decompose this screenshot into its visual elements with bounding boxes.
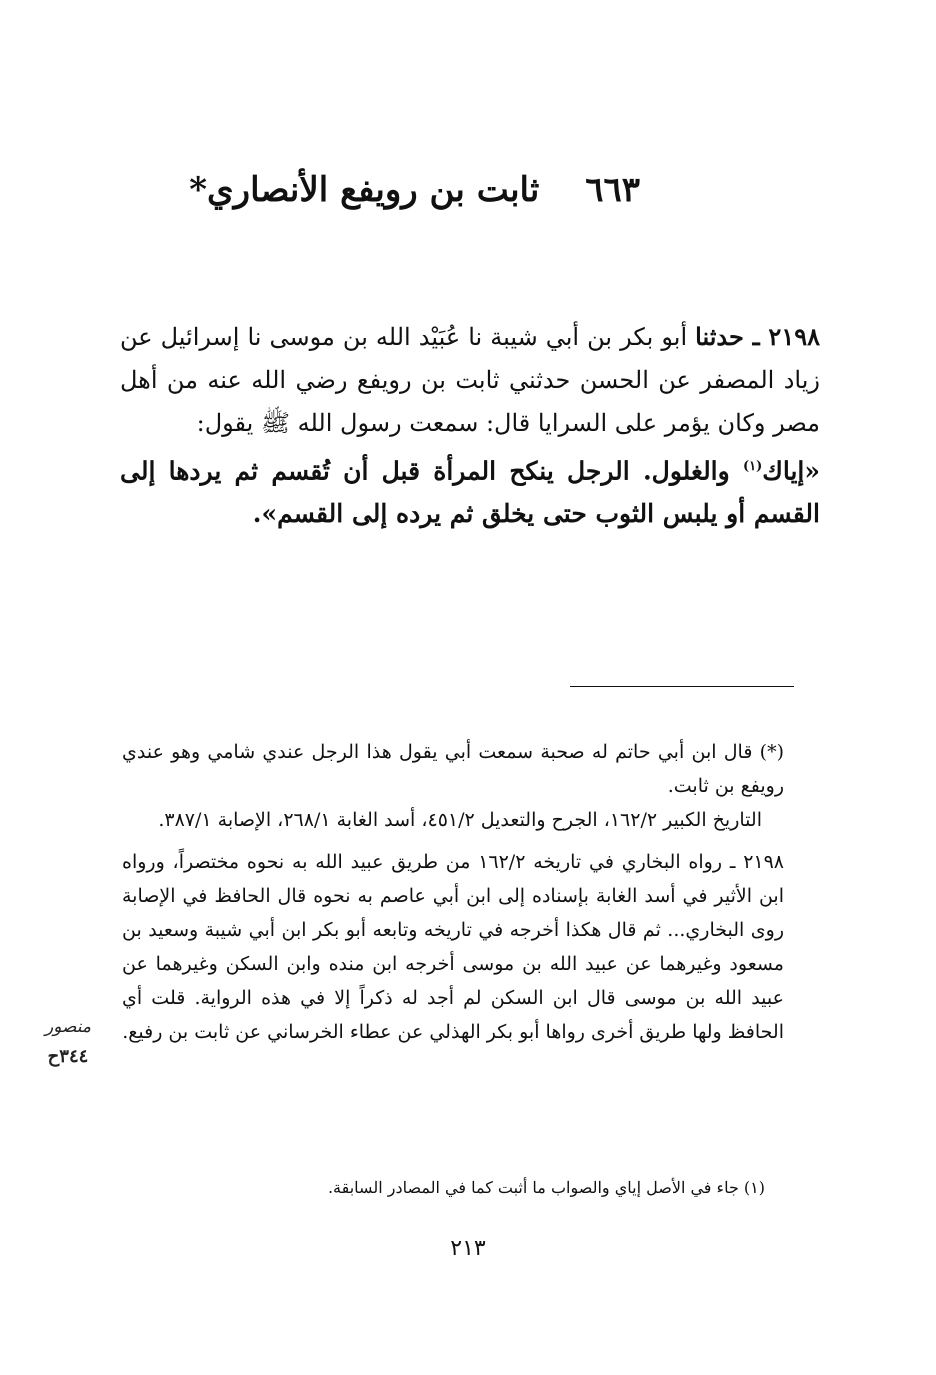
sources-note: التاريخ الكبير ١٦٢/٢، الجرح والتعديل ٤٥١/٢، أسد الغابة ٢٦٨/١، الإصابة ٣٨٧/١.: [158, 809, 762, 831]
handwritten-margin-note: [28, 1012, 108, 1072]
takhrij-text: رواه البخاري في تاريخه ١٦٢/٢ من طريق عبيد الله به نحوه مختصراً، ورواه ابن الأثير في أسد الغابة بإسناده إلى ابن أبي عاصم به نحوه قال الحافظ في الإصابة روى البخاري... ثم قال هكذا أخرجه في تاريخه وتابعه أبو بكر ابن أبي شيبة وسعيد بن مسعود وغيرهما عن عبيد الله بن موسى أخرجه ابن منده وابن السكن وغيرهما عن عبيد الله بن موسى قال ابن السكن لم أجد له ذكراً إلا في هذه الرواية. قلت أي الحافظ ولها طريق أخرى رواها أبو بكر الهذلي عن عطاء الخرساني عن ثابت بن رفيع.: [122, 851, 784, 1043]
chapter-number: ٦٦٣: [585, 170, 640, 210]
matn-rest: والغلول. الرجل ينكح المرأة قبل أن تُقسم ثم يردها إلى القسم أو يلبس الثوب حتى يخلق ثم يرده إلى القسم».: [120, 456, 820, 529]
hadith-text: [120, 315, 820, 535]
hadith-lead: ٢١٩٨ ـ حدثنا: [695, 322, 820, 351]
footnote-ref: (١): [742, 459, 763, 474]
footnote-separator: [570, 686, 794, 687]
page-number: ٢١٣: [450, 1236, 486, 1261]
star-note: (*) قال ابن أبي حاتم له صحبة سمعت أبي يقول هذا الرجل عندي شامي وهو عندي رويفع بن ثابت.: [122, 741, 784, 797]
takhrij-label: ٢١٩٨ ـ: [729, 851, 785, 873]
hadith-isnad: أبو بكر بن أبي شيبة نا عُبَيْد الله بن موسى نا إسرائيل عن زياد المصفر عن الحسن حدثني ثابت بن رويفع رضي الله عنه من أهل مصر وكان يؤمر على السرايا قال: سمعت رسول الله ﷺ يقول:: [120, 323, 820, 437]
margin-note-word: منصور: [45, 1017, 91, 1037]
hadith-isnad-paragraph: [120, 315, 820, 445]
hadith-matn: [120, 445, 820, 535]
footnote-text: (١) جاء في الأصل إياي والصواب ما أثبت كما في المصادر السابقة.: [327, 1178, 765, 1197]
margin-note-code: ٣٤٤ح: [47, 1046, 89, 1067]
chapter-name: ثابت بن رويفع الأنصاري*: [189, 170, 540, 210]
takhrij-note: [122, 845, 784, 1049]
chapter-title: [189, 170, 640, 210]
notes-section: [122, 735, 785, 1049]
matn-open: «إياك: [762, 456, 820, 486]
